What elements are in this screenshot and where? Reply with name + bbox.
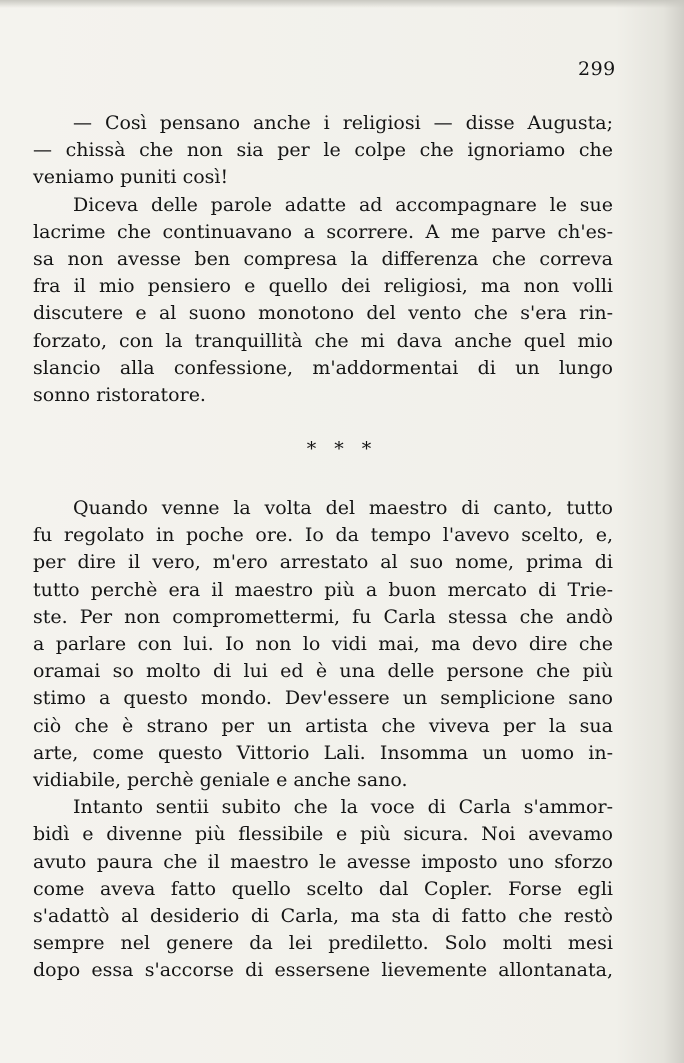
text-line: oramai so molto di lui ed è una delle persone che più xyxy=(33,660,613,683)
text-line: slancio alla confessione, m'addormentai di un lungo xyxy=(33,356,613,379)
paragraph-singing-teacher xyxy=(33,495,613,794)
paragraph-narrative xyxy=(33,192,613,410)
text-line: ciò che è strano per un artista che viveva per la sua xyxy=(33,714,613,737)
text-line: Intanto sentii subito che la voce di Carla s'ammor- xyxy=(73,796,613,819)
text-line: Diceva delle parole adatte ad accompagnare le sue xyxy=(73,193,613,216)
section-separator: * * * xyxy=(306,438,378,460)
text-line: veniamo puniti così! xyxy=(33,166,229,189)
text-line: sa non avesse ben compresa la differenza che correva xyxy=(33,247,613,270)
text-line: — chissà che non sia per le colpe che ignoriamo che xyxy=(33,139,613,162)
text-line: tutto perchè era il maestro più a buon mercato di Trie- xyxy=(33,578,613,601)
text-line: fu regolato in poche ore. Io da tempo l'avevo scelto, e, xyxy=(33,524,613,547)
text-line: forzato, con la tranquillità che mi dava anche quel mio xyxy=(33,329,613,352)
text-line: fra il mio pensiero e quello dei religiosi, ma non volli xyxy=(33,275,613,298)
text-line: Quando venne la volta del maestro di canto, tutto xyxy=(73,497,613,519)
text-line: — Così pensano anche i religiosi — disse Augusta; xyxy=(73,112,613,134)
text-line: sonno ristoratore. xyxy=(33,383,206,406)
text-line: avuto paura che il maestro le avesse imposto uno sforzo xyxy=(33,850,613,873)
text-line: discutere e al suono monotono del vento che s'era rin- xyxy=(33,302,613,325)
paragraph-dialogue xyxy=(33,110,613,192)
text-line: vidiabile, perchè geniale e anche sano. xyxy=(33,768,408,791)
page-number: 299 xyxy=(578,58,616,80)
text-line: arte, come questo Vittorio Lali. Insomma un uomo in- xyxy=(33,741,613,764)
text-line: lacrime che continuavano a scorrere. A me parve ch'es- xyxy=(33,220,613,243)
paragraph-carla-voice xyxy=(33,794,613,984)
text-line: sempre nel genere da lei prediletto. Solo molti mesi xyxy=(33,932,613,955)
text-line: per dire il vero, m'ero arrestato al suo nome, prima di xyxy=(33,551,613,574)
page-top-shadow xyxy=(0,0,684,8)
text-line: stimo a questo mondo. Dev'essere un semplicione sano xyxy=(33,687,613,710)
text-line: bidì e divenne più flessibile e più sicura. Noi avevamo xyxy=(33,823,613,846)
text-line: s'adattò al desiderio di Carla, ma sta di fatto che restò xyxy=(33,904,613,927)
text-line: come aveva fatto quello scelto dal Copler. Forse egli xyxy=(33,877,613,900)
text-line: a parlare con lui. Io non lo vidi mai, ma devo dire che xyxy=(33,632,613,655)
text-line: ste. Per non compromettermi, fu Carla stessa che andò xyxy=(33,605,613,628)
text-line: dopo essa s'accorse di essersene lievemente allontanata, xyxy=(33,959,613,982)
